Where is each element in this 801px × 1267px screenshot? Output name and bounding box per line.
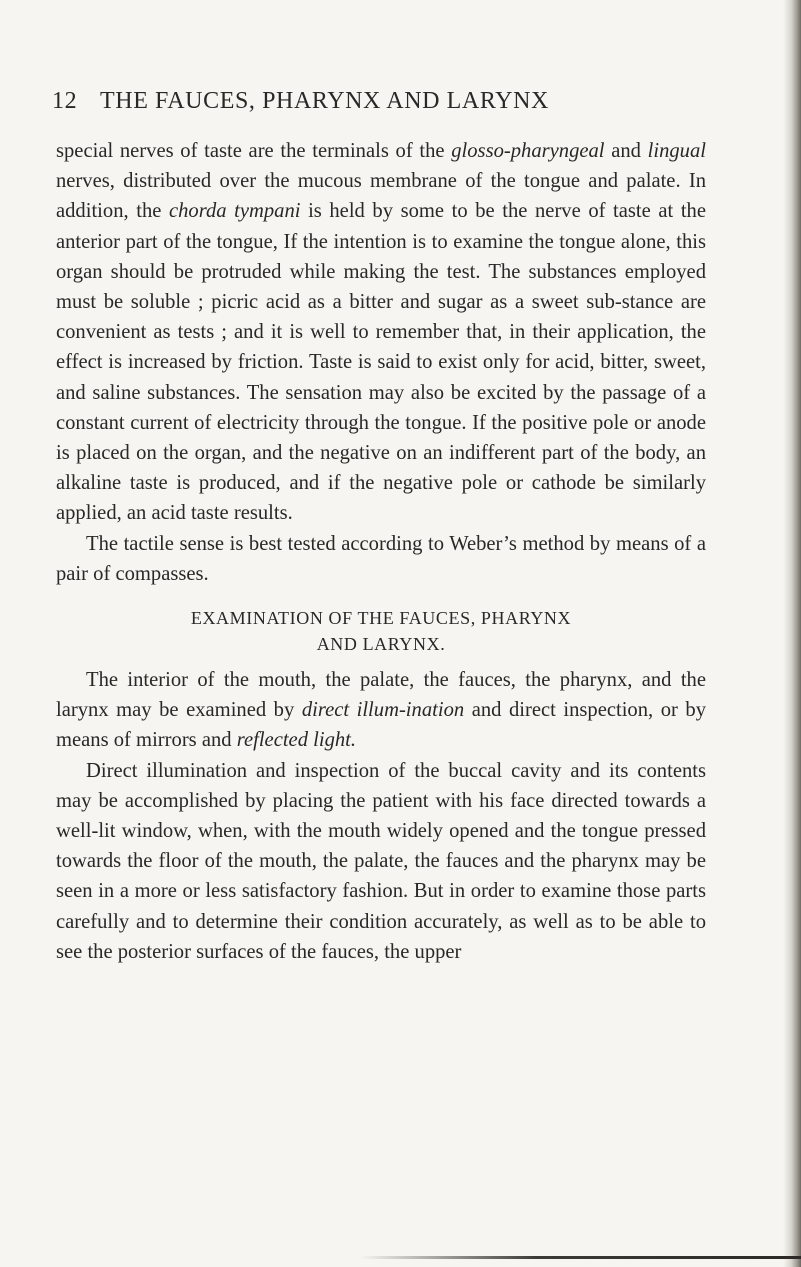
body-text bbox=[56, 136, 706, 967]
section-heading-line2: AND LARYNX. bbox=[316, 634, 446, 655]
italic-term: chorda tympani bbox=[168, 200, 301, 223]
paragraph-interior-examination bbox=[56, 665, 706, 756]
section-heading-line1: EXAMINATION OF THE FAUCES, PHARYNX bbox=[190, 608, 572, 629]
running-title: THE FAUCES, PHARYNX AND LARYNX bbox=[100, 88, 549, 114]
text-span: is held by some to be the nerve of taste at the anterior part of the tongue, If the intention is to examine the tongue alone, this organ should be protruded while making the test. The substances employed must be soluble ; picric acid as a bitter and sugar as a sweet sub-stance are convenient as tests ; and it is well to remember that, in their application, the effect is increased by friction. Taste is said to exist only for acid, bitter, sweet, and saline substances. The sensation may also be excited by the passage of a constant current of electricity through the tongue. If the positive pole or anode is placed on the organ, and the negative on an indifferent part of the body, an alkaline taste is produced, and if the negative pole or cathode be similarly applied, an acid taste results. bbox=[56, 200, 706, 525]
section-heading bbox=[56, 605, 706, 657]
text-span: nerves, distributed over the mucous membrane of the tongue and palate. In addition, the bbox=[56, 170, 706, 223]
running-head bbox=[52, 88, 712, 118]
italic-term: glosso-pharyngeal bbox=[451, 140, 605, 162]
italic-term: reflected light. bbox=[236, 729, 357, 752]
text-span: and bbox=[604, 140, 648, 162]
page-number: 12 bbox=[52, 88, 78, 114]
page-edge-shadow bbox=[783, 0, 801, 1267]
paragraph-tactile-sense: The tactile sense is best tested according to Weber’s method by means of a pair of compasses. bbox=[56, 532, 706, 585]
italic-term: direct illum-ination bbox=[301, 699, 465, 722]
paragraph-direct-illumination: Direct illumination and inspection of the buccal cavity and its contents may be accomplished by placing the patient with his face directed towards a well-lit window, when, with the mouth widely opened and the tongue pressed towards the floor of the mouth, the palate, the fauces and the pharynx may be seen in a more or less satisfactory fashion. But in order to examine those parts carefully and to determine their condition accurately, as well as to be able to see the posterior surfaces of the fauces, the upper bbox=[56, 759, 706, 963]
text-span: special nerves of taste are the terminals of the bbox=[56, 140, 452, 162]
paragraph-taste-nerves bbox=[56, 136, 706, 529]
bottom-edge-line bbox=[360, 1256, 801, 1259]
text-span: The interior of the mouth, the palate, the fauces, the pharynx, and the larynx may be examined by bbox=[56, 669, 706, 722]
italic-term: lingual bbox=[647, 140, 706, 162]
text-span: and direct inspection, or by means of mirrors and bbox=[56, 699, 706, 752]
